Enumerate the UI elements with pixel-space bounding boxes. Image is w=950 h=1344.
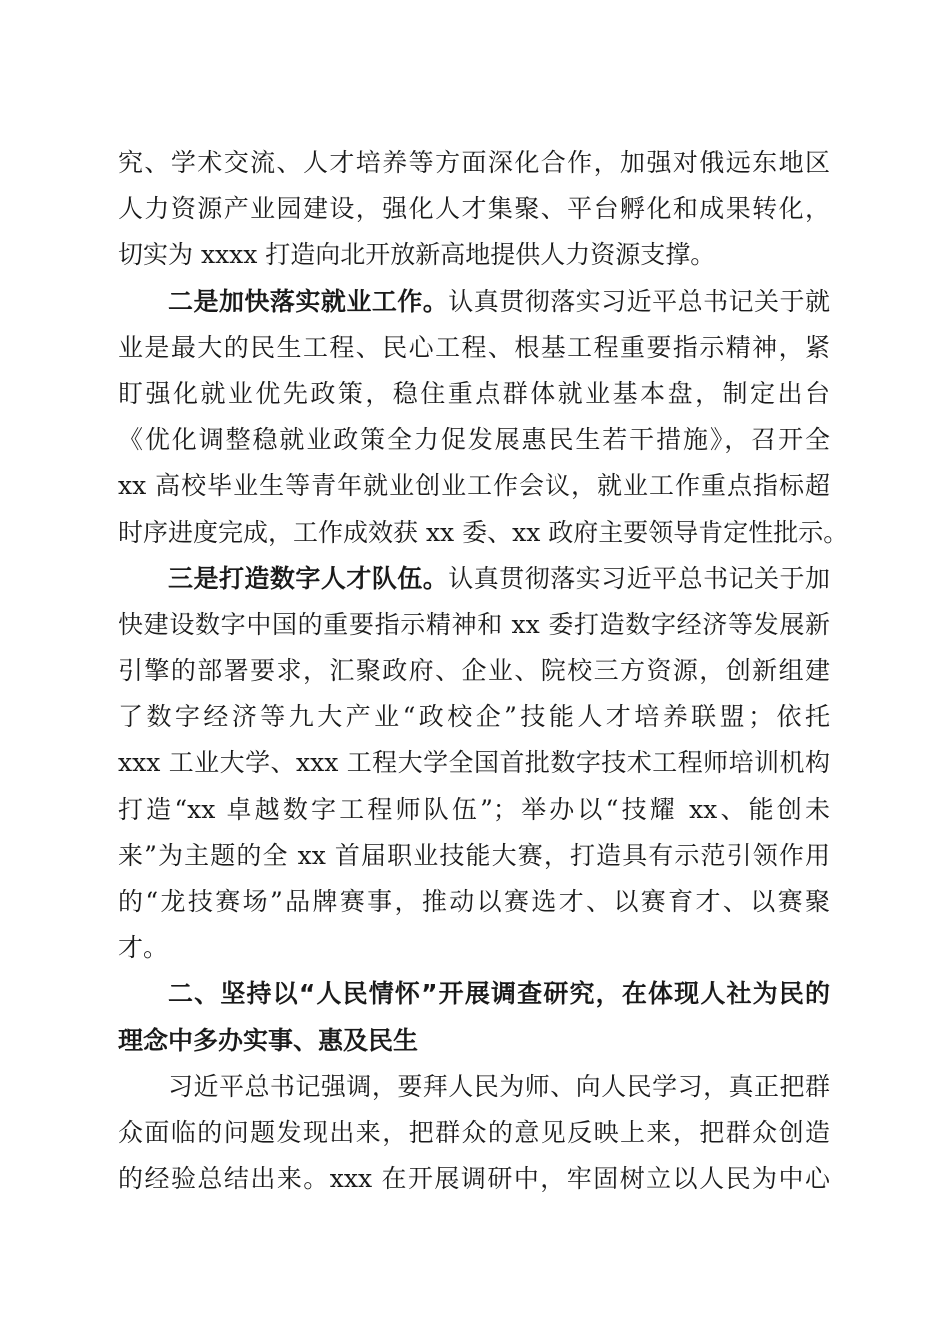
paragraph-line: 的“龙技赛场”品牌赛事，推动以赛选才、以赛育才、以赛聚 [118, 887, 830, 916]
paragraph-line: 来”为主题的全 xx 首届职业技能大赛，打造具有示范引领作用 [118, 840, 830, 870]
paragraph-line: xxx 工业大学、xxx 工程大学全国首批数字技术工程师培训机构 [118, 748, 830, 778]
paragraph-line: 切实为 xxxx 打造向北开放新高地提供人力资源支撑。 [118, 240, 716, 270]
paragraph-line: 人力资源产业园建设，强化人才集聚、平台孵化和成果转化， [118, 194, 830, 224]
paragraph-line: 打造“xx 卓越数字工程师队伍”；举办以“技耀 xx、能创未 [118, 794, 830, 824]
paragraph-line: 盯强化就业优先政策，稳住重点群体就业基本盘，制定出台 [118, 378, 830, 408]
paragraph-lead: 二是加快落实就业工作。 [168, 286, 449, 316]
paragraph-first-line [118, 556, 830, 602]
section-heading [118, 971, 830, 1063]
paragraph-first-line [118, 279, 830, 325]
paragraph-text: 认真贯彻落实习近平总书记关于加 [448, 563, 830, 593]
paragraph-text: 认真贯彻落实习近平总书记关于就 [448, 286, 830, 316]
paragraph-line: xx 高校毕业生等青年就业创业工作会议，就业工作重点指标超 [118, 471, 830, 501]
continuation-paragraph [118, 140, 830, 279]
digital-talent-paragraph [118, 556, 830, 972]
closing-paragraph [118, 1064, 830, 1203]
document-body [118, 140, 849, 1202]
paragraph-lead: 三是打造数字人才队伍。 [168, 563, 449, 593]
paragraph-line: 快建设数字中国的重要指示精神和 xx 委打造数字经济等发展新 [118, 609, 830, 639]
paragraph-line: 《优化调整稳就业政策全力促发展惠民生若干措施》，召开全 [118, 425, 830, 455]
paragraph-line: 了数字经济等九大产业“政校企”技能人才培养联盟；依托 [118, 702, 830, 732]
paragraph-line: 时序进度完成，工作成效获 xx 委、xx 政府主要领导肯定性批示。 [118, 517, 849, 547]
paragraph-line: 究、学术交流、人才培养等方面深化合作，加强对俄远东地区 [118, 148, 830, 177]
employment-paragraph [118, 279, 849, 556]
paragraph-line: 才。 [118, 933, 169, 963]
paragraph-line: 众面临的问题发现出来，把群众的意见反映上来，把群众创造 [118, 1117, 830, 1147]
paragraph-line: 的经验总结出来。xxx 在开展调研中，牢固树立以人民为中心 [118, 1164, 830, 1194]
paragraph-line: 习近平总书记强调，要拜人民为师、向人民学习，真正把群 [168, 1071, 830, 1101]
paragraph-line: 引擎的部署要求，汇聚政府、企业、院校三方资源，创新组建 [118, 656, 830, 686]
section-heading-line: 理念中多办实事、惠及民生 [118, 1025, 419, 1055]
section-heading-line: 二、坚持以“人民情怀”开展调查研究，在体现人社为民的 [168, 979, 830, 1009]
paragraph-line: 业是最大的民生工程、民心工程、根基工程重要指示精神，紧 [118, 332, 830, 362]
